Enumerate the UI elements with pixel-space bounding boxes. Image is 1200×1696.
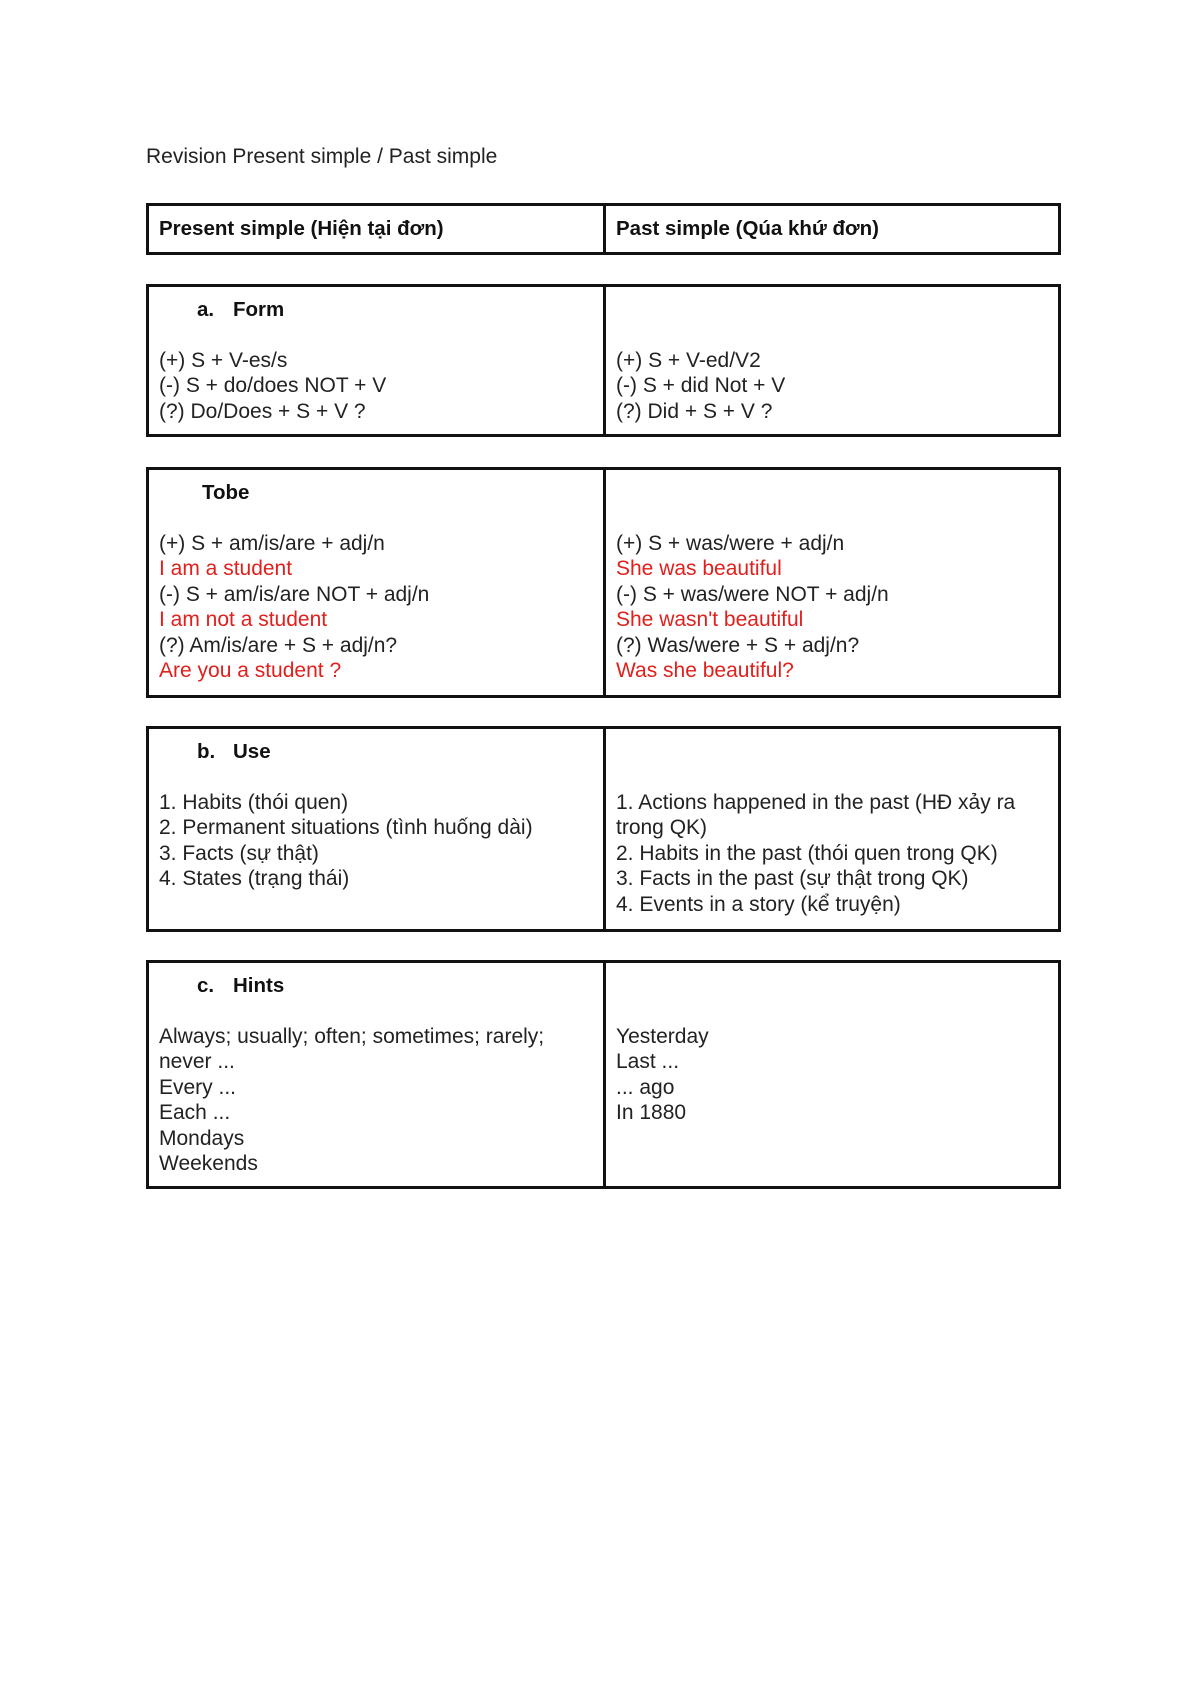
hints-heading	[159, 973, 593, 999]
hints-present-line: Always; usually; often; sometimes; rarely; never ...	[159, 1024, 545, 1073]
tobe-past-example: She was beautiful	[616, 557, 782, 580]
hints-past-line: Yesterday	[616, 1024, 709, 1048]
hints-past-line: ... ago	[616, 1075, 675, 1099]
use-present-line: 1. Habits (thói quen)	[159, 790, 349, 814]
form-table	[146, 284, 1061, 437]
use-heading-label: Use	[233, 740, 271, 763]
form-past-line: (-) S + did Not + V	[616, 374, 786, 397]
hints-present-line: Mondays	[159, 1126, 245, 1150]
form-present-line: (-) S + do/does NOT + V	[159, 374, 387, 397]
hints-present-cell	[149, 963, 606, 1186]
tobe-past-cell	[606, 470, 1058, 695]
hints-present-line: Every ...	[159, 1075, 237, 1099]
hints-marker: c.	[197, 974, 215, 997]
hints-past-line: Last ...	[616, 1050, 680, 1073]
use-past-line: 3. Facts in the past (sự thật trong QK)	[616, 867, 969, 890]
use-heading	[159, 739, 593, 765]
use-marker: b.	[197, 740, 216, 763]
tobe-past-example: Was she beautiful?	[616, 659, 794, 682]
tobe-present-cell	[149, 470, 606, 695]
use-present-line: 2. Permanent situations (tình huống dài)	[159, 816, 533, 839]
hints-table	[146, 960, 1061, 1189]
use-present-cell	[149, 729, 606, 929]
tobe-past-rule: (+) S + was/were + adj/n	[616, 531, 845, 555]
tobe-present-example: Are you a student ?	[159, 659, 342, 682]
form-present-cell	[149, 287, 606, 434]
hints-heading-label: Hints	[233, 974, 285, 997]
tobe-present-example: I am a student	[159, 557, 293, 580]
form-present-line: (?) Do/Does + S + V ?	[159, 399, 366, 423]
use-present-line: 4. States (trạng thái)	[159, 867, 350, 890]
header-past: Past simple (Qúa khứ đơn)	[616, 217, 879, 241]
use-table	[146, 726, 1061, 932]
tobe-present-rule: (+) S + am/is/are + adj/n	[159, 531, 385, 555]
tobe-present-rule: (-) S + am/is/are NOT + adj/n	[159, 582, 430, 606]
tobe-past-example: She wasn't beautiful	[616, 608, 804, 631]
header-present: Present simple (Hiện tại đơn)	[149, 206, 606, 252]
hints-present-line: Weekends	[159, 1152, 258, 1175]
form-past-line: (?) Did + S + V ?	[616, 399, 773, 423]
use-past-line: 2. Habits in the past (thói quen trong QK)	[616, 841, 998, 865]
use-past-line: 4. Events in a story (kể truyện)	[616, 892, 901, 916]
form-past-cell	[606, 287, 1058, 434]
form-present-line: (+) S + V-es/s	[159, 348, 288, 372]
tobe-table	[146, 467, 1061, 698]
tobe-past-rule: (?) Was/were + S + adj/n?	[616, 633, 860, 657]
tobe-past-rule: (-) S + was/were NOT + adj/n	[616, 582, 889, 606]
hints-past-cell	[606, 963, 1058, 1186]
form-past-line: (+) S + V-ed/V2	[616, 348, 761, 372]
header-table	[146, 203, 1061, 255]
tobe-heading: Tobe	[202, 481, 250, 504]
use-past-cell	[606, 729, 1058, 929]
tobe-present-rule: (?) Am/is/are + S + adj/n?	[159, 633, 398, 657]
use-past-line: 1. Actions happened in the past (HĐ xảy ra trong QK)	[616, 790, 1016, 839]
form-heading-label: Form	[233, 298, 285, 321]
form-marker: a.	[197, 298, 215, 321]
form-heading	[159, 297, 593, 323]
hints-present-line: Each ...	[159, 1101, 231, 1124]
tobe-present-example: I am not a student	[159, 608, 328, 631]
hints-past-line: In 1880	[616, 1101, 687, 1124]
use-present-line: 3. Facts (sự thật)	[159, 841, 319, 865]
page-title: Revision Present simple / Past simple	[146, 145, 498, 168]
